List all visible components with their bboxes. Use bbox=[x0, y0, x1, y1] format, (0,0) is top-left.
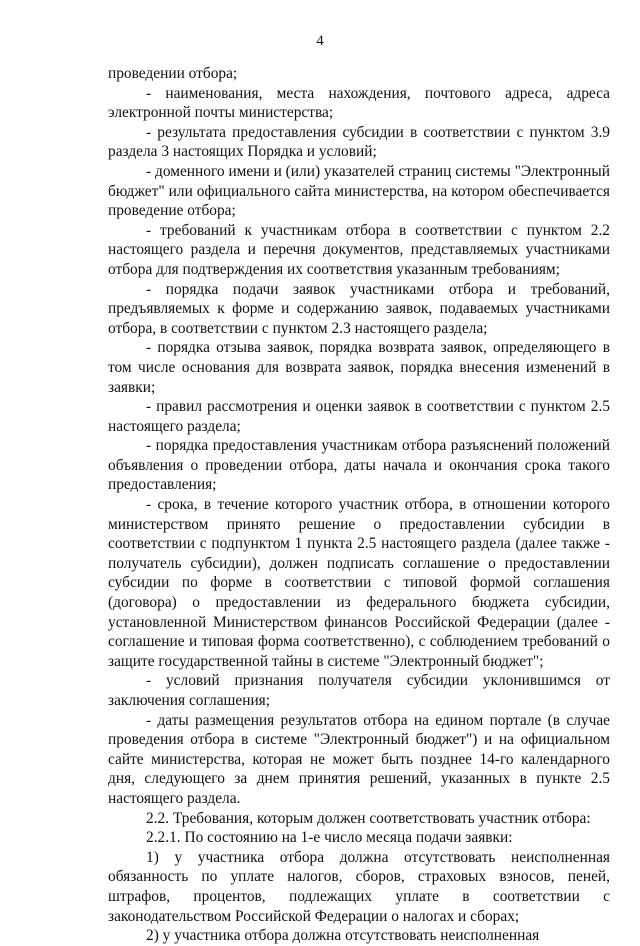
paragraph: - результата предоставления субсидии в соответствии с пунктом 3.9 раздела 3 настоящих Порядка и условий; bbox=[108, 123, 610, 161]
paragraph: 2.2. Требования, которым должен соответствовать участник отбора: bbox=[146, 809, 591, 827]
paragraph: - порядка подачи заявок участниками отбора и требований, предъявляемых к форме и содержанию заявок, подаваемых участниками отбора, в соответствии с пунктом 2.3 настоящего раздела; bbox=[108, 280, 610, 337]
paragraph: проведении отбора; bbox=[108, 65, 238, 82]
paragraph: - даты размещения результатов отбора на едином портале (в случае проведения отбора в системе "Электронный бюджет") и на официальном сайте министерства, которая не может быть позднее 14-го календарного дня, следующего за днем принятия решений, указанных в пункте 2.5 настоящего раздела. bbox=[108, 711, 610, 807]
paragraph: 2.2.1. По состоянию на 1-е число месяца подачи заявки: bbox=[146, 829, 513, 847]
document-body bbox=[108, 64, 610, 946]
paragraph: 1) у участника отбора должна отсутствовать неисполненная обязанность по уплате налогов, сборов, страховых взносов, пеней, штрафов, процентов, подлежащих уплате в соответствии с законодательством Российской Федерации о налогах и сборах; bbox=[108, 848, 610, 925]
paragraph: - наименования, места нахождения, почтового адреса, адреса электронной почты министерства; bbox=[108, 84, 610, 122]
paragraph: - требований к участникам отбора в соответствии с пунктом 2.2 настоящего раздела и перечня документов, представляемых участниками отбора для подтверждения их соответствия указанным требованиям; bbox=[108, 221, 610, 278]
paragraph: - условий признания получателя субсидии уклонившимся от заключения соглашения; bbox=[108, 672, 610, 709]
paragraph: - порядка предоставления участникам отбора разъяснений положений объявления о проведении отбора, даты начала и окончания срока такого предоставления; bbox=[108, 437, 610, 494]
paragraph: - правил рассмотрения и оценки заявок в соответствии с пунктом 2.5 настоящего раздела; bbox=[108, 398, 610, 435]
paragraph: - доменного имени и (или) указателей страниц системы "Электронный бюджет" или официального сайта министерства, на котором обеспечивается проведение отбора; bbox=[108, 162, 610, 220]
paragraph: 2) у участника отбора должна отсутствовать неисполненная bbox=[146, 927, 540, 945]
page-number: 4 bbox=[316, 33, 324, 49]
paragraph: - порядка отзыва заявок, порядка возврата заявок, определяющего в том числе основания для возврата заявок, порядка внесения изменений в заявки; bbox=[108, 339, 610, 396]
paragraph: - срока, в течение которого участник отбора, в отношении которого министерством принято решение о предоставлении субсидии в соответствии с подпунктом 1 пункта 2.5 настоящего раздела (далее также - получатель субсидии), должен подписать соглашение о предоставлении субсидии по форме в соответствии с типовой формой соглашения (договора) о предоставлении из федерального бюджета субсидии, установленной Министерством финансов Российской Федерации (далее - соглашение и типовая форма соответственно), с соблюдением требований о защите государственной тайны в системе "Электронный бюджет"; bbox=[108, 496, 610, 670]
